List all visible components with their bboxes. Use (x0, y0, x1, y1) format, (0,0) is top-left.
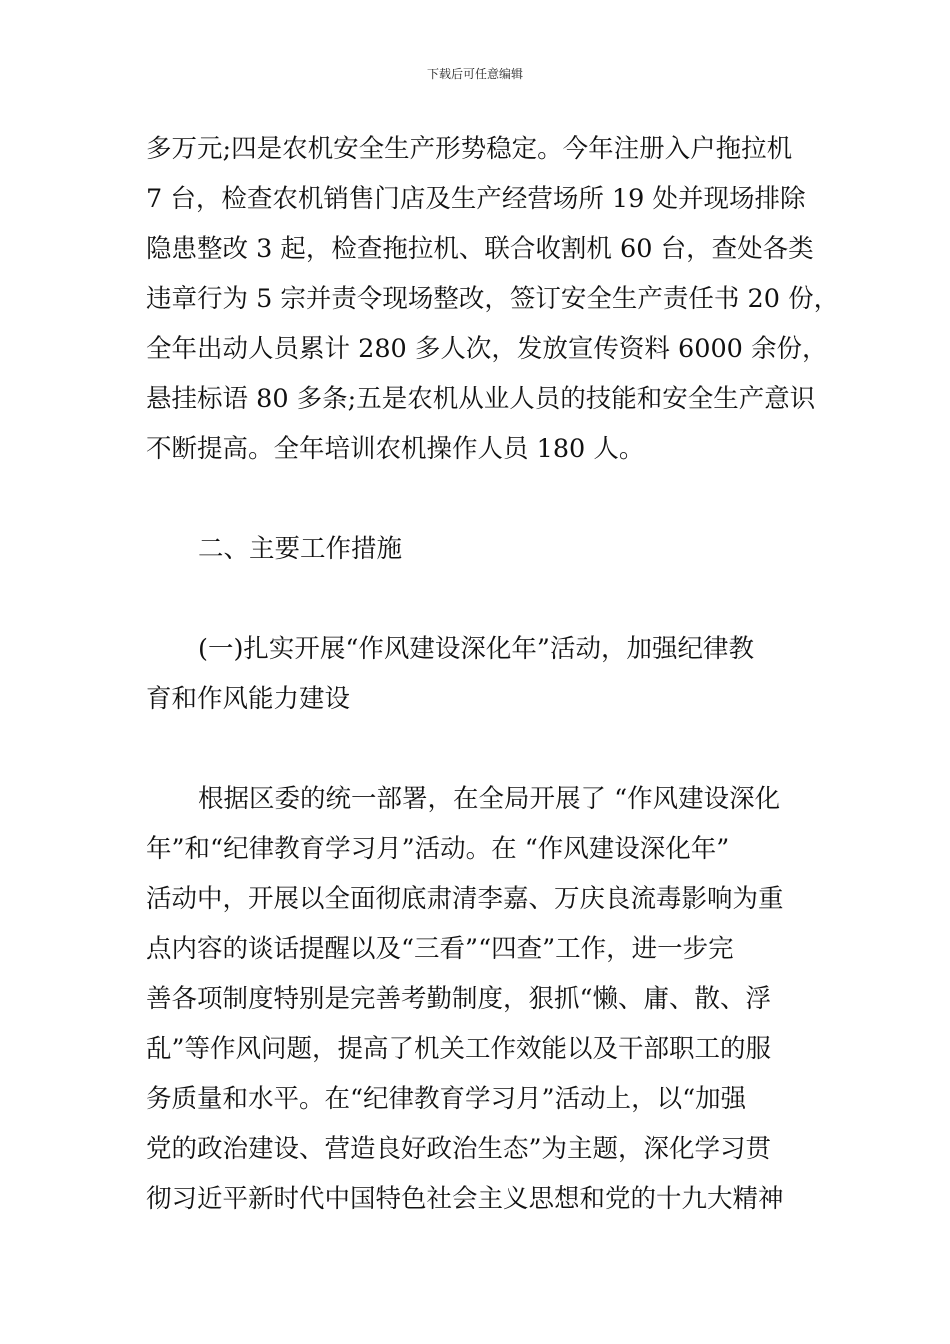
document-body (146, 124, 840, 1224)
heading-text: 二、主要工作措施 (198, 534, 403, 564)
text-line: 善各项制度特别是完善考勤制度，狠抓“懒、庸、散、浮 (146, 984, 772, 1014)
text-line: 悬挂标语 80 多条;五是农机从业人员的技能和安全生产意识 (146, 384, 816, 414)
paragraph-spacer (146, 724, 818, 774)
text-line: 全年出动人员累计 280 多人次，发放宣传资料 6000 余份， (146, 334, 828, 364)
text-line: 党的政治建设、营造良好政治生态”为主题，深化学习贯 (146, 1134, 772, 1164)
text-line: 根据区委的统一部署，在全局开展了 “作风建设深化 (198, 784, 781, 814)
text-line: 务质量和水平。在“纪律教育学习月”活动上，以“加强 (146, 1084, 747, 1114)
paragraph-spacer (146, 574, 818, 624)
text-line: 育和作风能力建设 (146, 684, 351, 714)
paragraph-district-deployment (146, 774, 818, 1224)
text-line: 不断提高。全年培训农机操作人员 180 人。 (146, 434, 645, 464)
page-header-note: 下载后可任意编辑 (426, 67, 523, 81)
text-line: 违章行为 5 宗并责令现场整改，签订安全生产责任书 20 份， (146, 284, 840, 314)
section-heading-main-measures (146, 524, 818, 574)
text-line: 活动中，开展以全面彻底肃清李嘉、万庆良流毒影响为重 (146, 884, 784, 914)
text-line: 多万元;四是农机安全生产形势稳定。今年注册入户拖拉机 (146, 134, 793, 164)
text-line: 7 台，检查农机销售门店及生产经营场所 19 处并现场排除 (146, 184, 806, 214)
text-line: 彻习近平新时代中国特色社会主义思想和党的十九大精神 (146, 1184, 784, 1214)
text-line: 乱”等作风问题，提高了机关工作效能以及干部职工的服 (146, 1034, 772, 1064)
paragraph-agri-machinery-results (146, 124, 840, 474)
text-line: 年”和“纪律教育学习月”活动。在 “作风建设深化年” (146, 834, 730, 864)
text-line: 隐患整改 3 起，检查拖拉机、联合收割机 60 台，查处各类 (146, 234, 814, 264)
paragraph-spacer (146, 474, 818, 524)
subheading-work-style-year (146, 624, 818, 724)
text-line: 点内容的谈话提醒以及“三看”“四查”工作，进一步完 (146, 934, 734, 964)
text-line: (一)扎实开展“作风建设深化年”活动，加强纪律教 (198, 634, 754, 664)
